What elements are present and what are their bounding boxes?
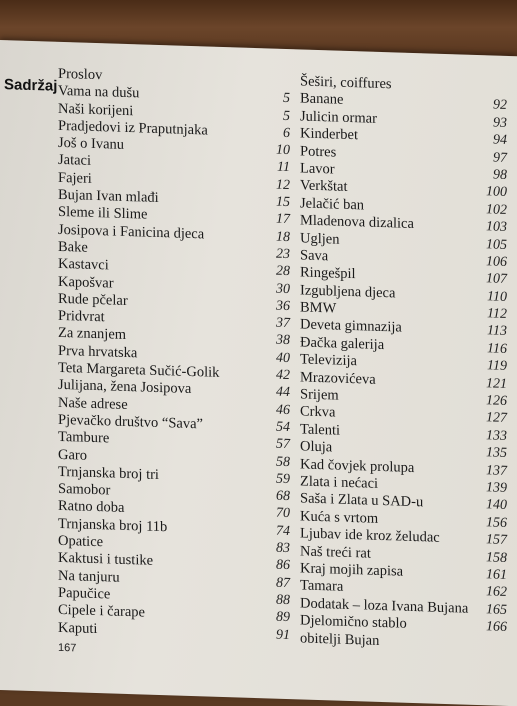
toc-entry-page: 5	[283, 91, 290, 107]
toc-entry-title: Naši korijeni	[58, 100, 134, 119]
toc-entry-title: Potres	[300, 142, 337, 161]
toc-entry-title: Kinderbet	[300, 125, 358, 144]
toc-entry-page: 38	[276, 333, 290, 349]
toc-entry-page: 121	[486, 375, 507, 392]
contents-heading: Sadržaj	[4, 76, 58, 95]
toc-entry-title: Opatice	[58, 532, 104, 551]
toc-entry-page: 6	[283, 125, 290, 142]
toc-entry-title: Naš treći rat	[300, 542, 371, 562]
toc-entry-page: 40	[276, 350, 290, 366]
toc-entry-page: 158	[486, 549, 507, 566]
toc-entry-title: Đačka galerija	[300, 334, 385, 353]
toc-entry-page: 68	[276, 488, 290, 505]
toc-entry-page: 58	[276, 454, 290, 470]
contents-right-column	[300, 73, 510, 653]
toc-entry-title: Sleme ili Slime	[58, 204, 148, 224]
toc-entry-title: Kraj mojih zapisa	[300, 560, 404, 580]
toc-entry-title: Dodatak – loza Ivana Bujana	[300, 595, 469, 617]
toc-entry-page: 30	[276, 281, 290, 297]
toc-entry-title: Papučice	[58, 584, 111, 603]
toc-entry-page: 5	[283, 108, 290, 124]
toc-entry-title: Tamara	[300, 577, 344, 596]
toc-entry-page: 110	[487, 288, 507, 305]
toc-entry-title: Pjevačko društvo “Sava”	[58, 411, 203, 433]
toc-entry-title: Verkštat	[300, 177, 348, 196]
toc-entry-page: 12	[276, 177, 290, 193]
toc-entry-title: Ugljen	[300, 229, 340, 248]
toc-entry-title: Cipele i čarape	[58, 602, 145, 621]
toc-entry-title: Trnjanska broj tri	[58, 463, 159, 483]
toc-entry-page: 54	[276, 419, 290, 436]
toc-entry-page: 127	[486, 410, 507, 427]
toc-entry-title: Mladenova dizalica	[300, 212, 414, 233]
toc-entry-title: Još o Ivanu	[58, 135, 125, 154]
toc-entry-title: Fajeri	[58, 169, 92, 187]
toc-entry-title: Pradjedovi iz Praputnjaka	[58, 117, 208, 139]
toc-entry-page: 140	[486, 497, 507, 514]
toc-entry-page: 166	[486, 619, 507, 636]
toc-entry-title: Kapošvar	[58, 273, 114, 292]
contents-left-column	[58, 66, 290, 644]
toc-entry-title: Sava	[300, 247, 329, 265]
toc-entry-page: 98	[493, 167, 507, 183]
toc-entry-page: 102	[486, 202, 507, 218]
toc-entry-page: 28	[276, 263, 290, 280]
toc-entry-title: Crkva	[300, 403, 336, 421]
toc-entry-page: 92	[493, 97, 507, 114]
toc-entry-page: 107	[486, 271, 507, 288]
toc-entry-page: 42	[276, 367, 290, 384]
toc-entry-page: 133	[486, 428, 507, 444]
toc-entry-page: 18	[276, 229, 290, 245]
toc-entry-title: Kad čovjek prolupa	[300, 456, 415, 476]
toc-entry-page: 10	[276, 142, 290, 159]
page-number: 167	[58, 641, 77, 655]
toc-entry-page: 97	[493, 150, 507, 166]
toc-entry-title: Ratno doba	[58, 498, 125, 517]
toc-entry-page: 103	[486, 219, 507, 236]
toc-entry-title: Kastavci	[58, 256, 109, 274]
toc-entry-page: 46	[276, 402, 290, 418]
toc-entry-page: 94	[493, 132, 507, 149]
toc-entry-title: Za znanjem	[58, 325, 127, 344]
toc-entry-page: 15	[276, 194, 290, 211]
toc-entry-title: Prva hrvatska	[58, 342, 138, 362]
toc-entry-page: 57	[276, 436, 290, 453]
toc-entry-title: Samobor	[58, 480, 111, 499]
toc-entry-title: Teta Margareta Sučić-Golik	[58, 359, 220, 381]
toc-entry-page: 11	[277, 160, 290, 176]
toc-entry-page: 161	[486, 567, 507, 583]
toc-entry-page: 106	[486, 254, 507, 270]
toc-entry-title: Banane	[300, 90, 344, 109]
toc-entry-title: Oluja	[300, 438, 333, 456]
toc-entry-title: Vama na dušu	[58, 83, 140, 102]
toc-entry-title: Bake	[58, 238, 88, 256]
toc-entry-page: 112	[487, 306, 507, 323]
toc-entry-page: 135	[486, 445, 507, 462]
toc-entry-title: Julijana, žena Josipova	[58, 377, 192, 398]
toc-entry-title: BMW	[300, 299, 337, 317]
toc-entry-title: Kaputi	[58, 619, 98, 637]
toc-entry-page: 23	[276, 246, 290, 263]
toc-entry-page: 137	[486, 462, 507, 479]
toc-entry-page: 44	[276, 385, 290, 401]
toc-entry-page: 165	[486, 601, 507, 618]
toc-entry-page: 59	[276, 471, 290, 487]
toc-entry-title: Na tanjuru	[58, 567, 120, 586]
toc-entry-page: 93	[493, 115, 507, 131]
toc-entry-page: 139	[486, 480, 507, 496]
toc-entry-title: Proslov	[58, 65, 103, 84]
toc-entry-page: 105	[486, 236, 507, 253]
toc-entry-title: Šeširi, coiffures	[300, 73, 392, 93]
toc-entry-page: 162	[486, 584, 507, 601]
toc-entry-title: Jelačić ban	[300, 195, 365, 214]
toc-entry-title: Izgubljena djeca	[300, 282, 396, 302]
toc-entry-page: 86	[276, 557, 290, 574]
toc-entry-title: Talenti	[300, 421, 341, 439]
toc-entry-title: Ringešpil	[300, 264, 356, 283]
toc-entry-title: Naše adrese	[58, 394, 128, 413]
toc-entry-title: Mrazovićeva	[300, 369, 376, 388]
toc-entry-page: 88	[276, 592, 290, 609]
toc-entry-title: Lavor	[300, 160, 335, 178]
toc-entry-title: Ljubav ide kroz želudac	[300, 525, 440, 546]
toc-entry-title: Djelomično stablo	[300, 612, 407, 632]
toc-entry-title: Televizija	[300, 351, 357, 370]
toc-entry-page: 126	[486, 393, 507, 409]
toc-entry-page: 17	[276, 212, 290, 228]
toc-entry-title: Zlata i nećaci	[300, 473, 379, 492]
toc-entry-title: Jataci	[58, 152, 92, 170]
toc-entry-title: Kaktusi i tustike	[58, 550, 154, 570]
toc-entry-title: Rude pčelar	[58, 290, 128, 309]
toc-entry-page: 70	[276, 506, 290, 522]
toc-entry-page: 74	[276, 523, 290, 539]
toc-entry-title: obitelji Bujan	[300, 629, 380, 649]
toc-entry-title: Srijem	[300, 386, 339, 404]
toc-entry-page: 100	[486, 184, 507, 201]
toc-entry-title: Julicin ormar	[300, 108, 377, 127]
toc-entry-title: Trnjanska broj 11b	[58, 515, 168, 535]
toc-entry-title: Deveta gimnazija	[300, 316, 402, 337]
toc-entry-page: 89	[276, 609, 290, 626]
book-page	[0, 40, 517, 706]
toc-entry-title: Tambure	[58, 429, 110, 447]
toc-entry-page: 36	[276, 298, 290, 314]
toc-entry-page: 116	[487, 341, 507, 357]
toc-entry-title: Kuća s vrtom	[300, 508, 379, 527]
toc-entry-page: 119	[487, 358, 507, 375]
toc-entry-page: 113	[487, 323, 507, 340]
toc-entry-title: Saša i Zlata u SAD-u	[300, 490, 424, 511]
toc-entry-page: 156	[486, 515, 507, 531]
toc-entry-title: Garo	[58, 446, 87, 464]
toc-entry-page: 157	[486, 532, 507, 549]
toc-entry-page: 37	[276, 315, 290, 332]
toc-entry-title: Josipova i Fanicina djeca	[58, 221, 205, 243]
toc-entry-page: 83	[276, 540, 290, 557]
toc-entry-title: Bujan Ivan mlađi	[58, 186, 159, 207]
toc-entry-page: 87	[276, 575, 290, 591]
toc-entry-title: Pridvrat	[58, 307, 105, 326]
toc-entry-page: 91	[276, 627, 290, 643]
